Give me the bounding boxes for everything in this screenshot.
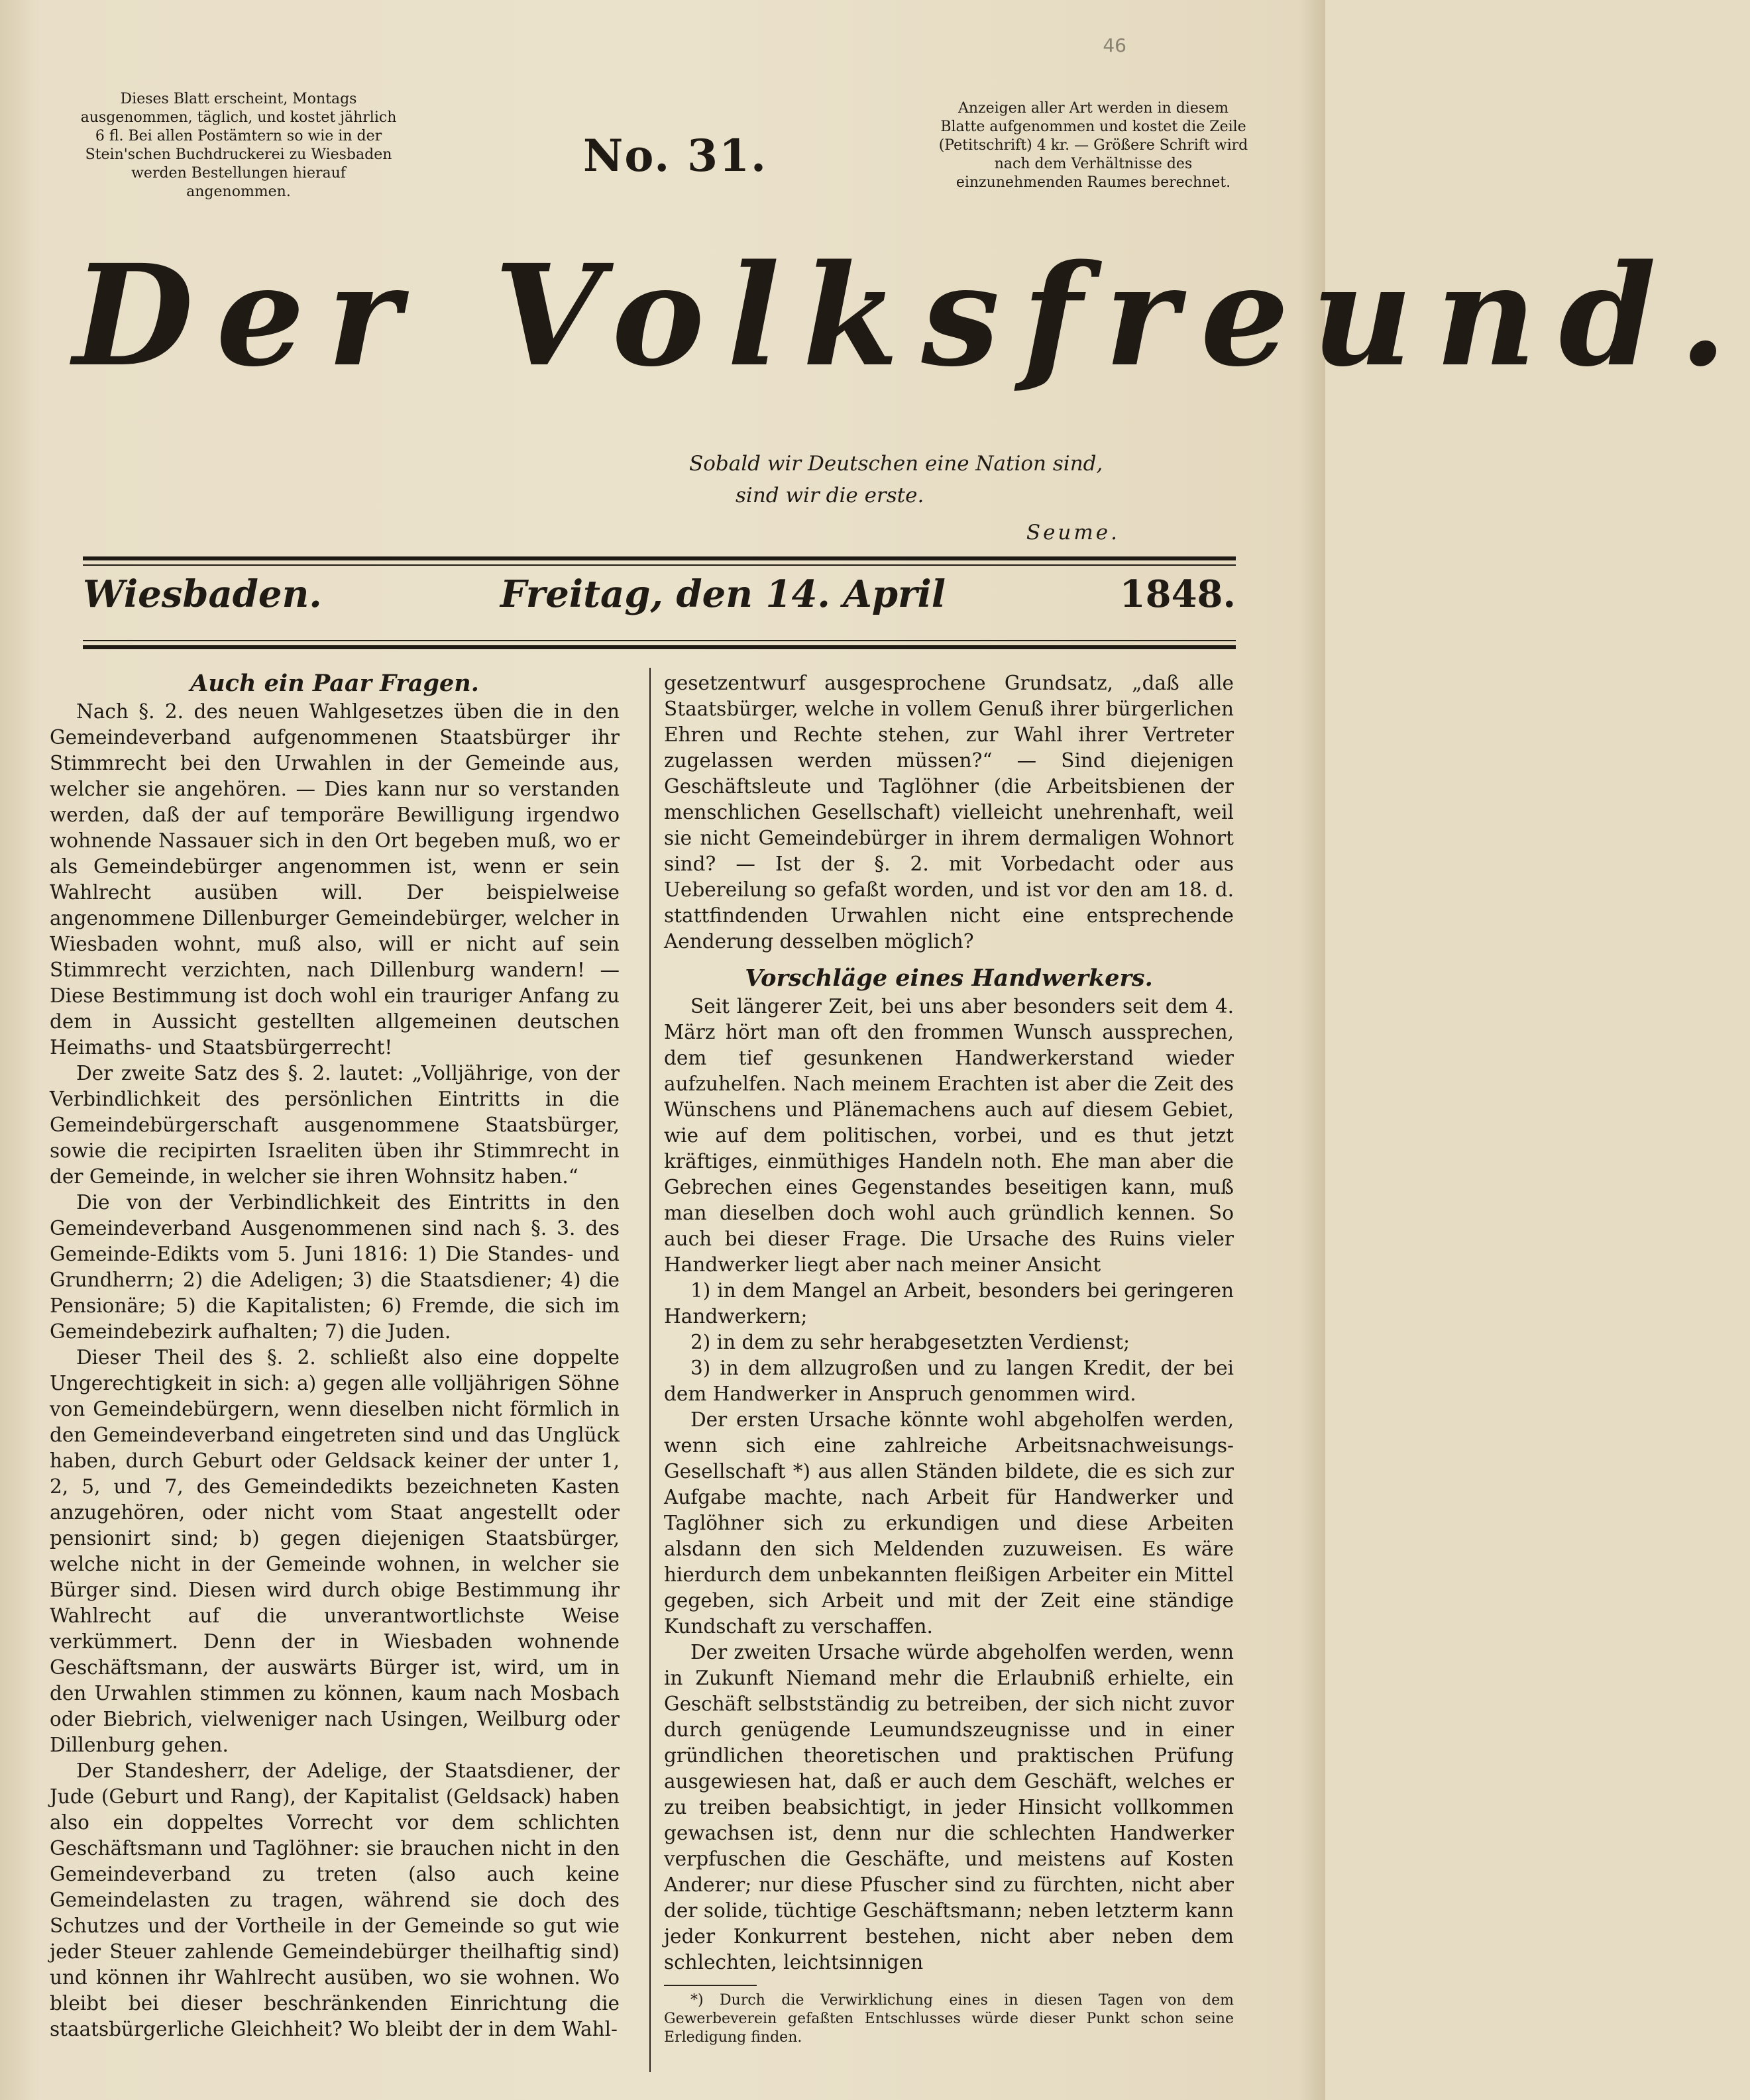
header-rule-bottom-thin <box>83 640 1236 641</box>
dateline-date: Freitag, den 14. April <box>500 572 946 616</box>
article-2-list-item: 3) in dem allzugroßen und zu langen Kredit, der bei dem Handwerker in Anspruch genommen wird. <box>664 1357 1234 1405</box>
issue-number: No. 31. <box>583 130 767 182</box>
column-right <box>664 670 1234 2062</box>
header-rule-top <box>83 556 1236 560</box>
article-2-paragraph: Seit längerer Zeit, bei uns aber besonders seit dem 4. März hört man oft den frommen Wunsch aussprechen, dem tief gesunkenen Handwerkerstand wieder aufzuhelfen. Nach meinem Erachten ist aber die Zeit des Wünschens und Plänemachens auch auf diesem Gebiet, wie auf dem politischen, vorbei, und es thut jetzt kräftiges, einmüthiges Handeln noth. Ehe man aber die Gebrechen eines Gegenstandes beseitigen kann, muß man dieselben doch wohl auch gründlich kennen. So auch bei dieser Frage. Die Ursache des Ruins vieler Handwerker liegt aber nach meiner Ansicht <box>664 995 1234 1276</box>
footnote: *) Durch die Verwirklichung eines in diesen Tagen von dem Gewerbeverein gefaßten Entschlusses würde dieser Punkt schon seine Erledigung finden. <box>664 1992 1234 2046</box>
masthead-title: Der Volksfreund. <box>73 234 1750 397</box>
footnote-rule <box>664 1985 757 1986</box>
article-1-title: Auch ein Paar Fragen. <box>190 670 479 697</box>
motto-author: Seume. <box>1026 521 1120 545</box>
advertising-note: Anzeigen aller Art werden in diesem Blatte aufgenommen und kostet die Zeile (Petitschrift) 4 kr. — Größere Schrift wird nach dem Verhältnisse des einzunehmenden Raumes berechnet. <box>938 100 1248 191</box>
header-rule-bottom <box>83 645 1236 649</box>
dateline-place: Wiesbaden. <box>83 572 322 616</box>
article-2-paragraph: Der zweiten Ursache würde abgeholfen werden, wenn in Zukunft Niemand mehr die Erlaubniß erhielte, ein Geschäft selbstständig zu betreiben, der sich nicht zuvor durch genügende Leumundszeugnisse und in einer gründlichen theoretischen und praktischen Prüfung ausgewiesen hat, daß er auch dem Geschäft, welches er zu treiben beabsichtigt, in jeder Hinsicht vollkommen gewachsen ist, denn nur die schlechten Handwerker verpfuschen die Geschäfte, und meistens auf Kosten Anderer; nur diese Pfuscher sind zu fürchten, nicht aber der solide, tüchtige Geschäftsmann; neben letzterm kann jeder Konkurrent bestehen, nicht aber neben dem schlechten, leichtsinnigen <box>664 1641 1234 1973</box>
article-2-list-item: 2) in dem zu sehr herabgesetzten Verdienst; <box>690 1331 1130 1353</box>
article-1-paragraph: Die von der Verbindlichkeit des Eintritts in den Gemeindeverband Ausgenommenen sind nach §. 3. des Gemeinde-Edikts vom 5. Juni 1816: 1) Die Standes- und Grundherrn; 2) die Adeligen; 3) die Staatsdiener; 4) die Pensionäre; 5) die Kapitalisten; 6) Fremde, die sich im Gemeindebezirk aufhalten; 7) die Juden. <box>50 1191 620 1343</box>
motto-line-1: Sobald wir Deutschen eine Nation sind, <box>689 452 1103 476</box>
header-rule-top-thin <box>83 564 1236 566</box>
article-2-paragraph: Der ersten Ursache könnte wohl abgeholfen werden, wenn sich eine zahlreiche Arbeitsnachweisungs-Gesellschaft *) aus allen Ständen bildete, die es sich zur Aufgabe machte, nach Arbeit für Handwerker und Taglöhner sich zu erkundigen und diese Arbeiten alsdann den sich Meldenden zuzuweisen. Es wäre hierdurch dem unbekannten fleißigen Arbeiter ein Mittel gegeben, sich Arbeit und mit der Zeit eine ständige Kundschaft zu verschaffen. <box>664 1408 1234 1638</box>
motto-line-2: sind wir die erste. <box>736 484 924 507</box>
pencil-annotation: 46 <box>1103 34 1126 56</box>
dateline <box>83 572 1236 625</box>
subscription-note: Dieses Blatt erscheint, Montags ausgenommen, täglich, und kostet jährlich 6 fl. Bei allen Postämtern so wie in der Stein'schen Buchdruckerei zu Wiesbaden werden Bestellungen hierauf angenommen. <box>80 91 397 200</box>
article-2-title: Vorschläge eines Handwerkers. <box>745 965 1153 992</box>
article-1-paragraph: Nach §. 2. des neuen Wahlgesetzes üben die in den Gemeindeverband aufgenommenen Staatsbürger ihr Stimmrecht bei den Urwahlen in der Gemeinde aus, welcher sie angehören. — Dies kann nur so verstanden werden, daß der auf temporäre Bewilligung irgendwo wohnende Nassauer sich in den Ort begeben muß, wo er als Gemeindebürger angenommen ist, wenn er sein Wahlrecht ausüben will. Der beispielweise angenommene Dillenburger Gemeindebürger, welcher in Wiesbaden wohnt, muß also, will er nicht auf sein Stimmrecht verzichten, nach Dillenburg wandern! — Diese Bestimmung ist doch wohl ein trauriger Anfang zu dem in Aussicht gestellten allgemeinen deutschen Heimaths- und Staatsbürgerrecht! <box>50 700 620 1059</box>
column-divider <box>649 668 651 2072</box>
column-left <box>50 670 620 2062</box>
article-1-paragraph: Der zweite Satz des §. 2. lautet: „Volljährige, von der Verbindlichkeit des persönlichen Eintritts in die Gemeindebürgerschaft ausgenommene Staatsbürger, sowie die recipirten Israeliten üben ihr Stimmrecht in der Gemeinde, in welcher sie ihren Wohnsitz haben.“ <box>50 1062 620 1188</box>
motto <box>689 448 1193 549</box>
dateline-year: 1848. <box>1119 572 1236 616</box>
article-1-paragraph: Dieser Theil des §. 2. schließt also eine doppelte Ungerechtigkeit in sich: a) gegen alle volljährigen Söhne von Gemeindebürgern, wenn dieselben nicht förmlich in den Gemeindeverband eingetreten sind und das Unglück haben, durch Geburt oder Geldsack keiner der unter 1, 2, 5, und 7, des Gemeindedikts bezeichneten Kasten anzugehören, oder nicht vom Staat angestellt oder pensionirt sind; b) gegen diejenigen Staatsbürger, welche nicht in der Gemeinde wohnen, in welcher sie Bürger sind. Diesen wird durch obige Bestimmung ihr Wahlrecht auf die unverantwortlichste Weise verkümmert. Denn der in Wiesbaden wohnende Geschäftsmann, der auswärts Bürger ist, wird, um in den Urwahlen stimmen zu können, kaum nach Mosbach oder Biebrich, vielweniger nach Usingen, Weilburg oder Dillenburg gehen. <box>50 1346 620 1756</box>
article-1-continuation: gesetzentwurf ausgesprochene Grundsatz, „daß alle Staatsbürger, welche in vollem Genuß ihrer bürgerlichen Ehren und Rechte stehen, zur Wahl ihrer Vertreter zugelassen werden müssen?“ — Sind diejenigen Geschäftsleute und Taglöhner (die Arbeitsbienen der menschlichen Gesellschaft) vielleicht unehrenhaft, weil sie nicht Gemeindebürger in ihrem dermaligen Wohnort sind? — Ist der §. 2. mit Vorbedacht oder aus Uebereilung so gefaßt worden, und ist vor den am 18. d. stattfindenden Urwahlen nicht eine entsprechende Aenderung desselben möglich? <box>664 672 1234 953</box>
article-2-list-item: 1) in dem Mangel an Arbeit, besonders bei geringeren Handwerkern; <box>664 1279 1234 1328</box>
article-1-paragraph: Der Standesherr, der Adelige, der Staatsdiener, der Jude (Geburt und Rang), der Kapitalist (Geldsack) haben also ein doppeltes Vorrecht vor dem schlichten Geschäftsmann und Taglöhner: sie brauchen nicht in den Gemeindeverband zu treten (also auch keine Gemeindelasten zu tragen, während sie doch des Schutzes und der Vortheile in der Gemeinde so gut wie jeder Steuer zahlende Gemeindebürger theilhaftig sind) und können ihr Wahlrecht ausüben, wo sie wohnen. Wo bleibt bei dieser beschränkenden Einrichtung die staatsbürgerliche Gleichheit? Wo bleibt der in dem Wahl- <box>50 1759 620 2040</box>
